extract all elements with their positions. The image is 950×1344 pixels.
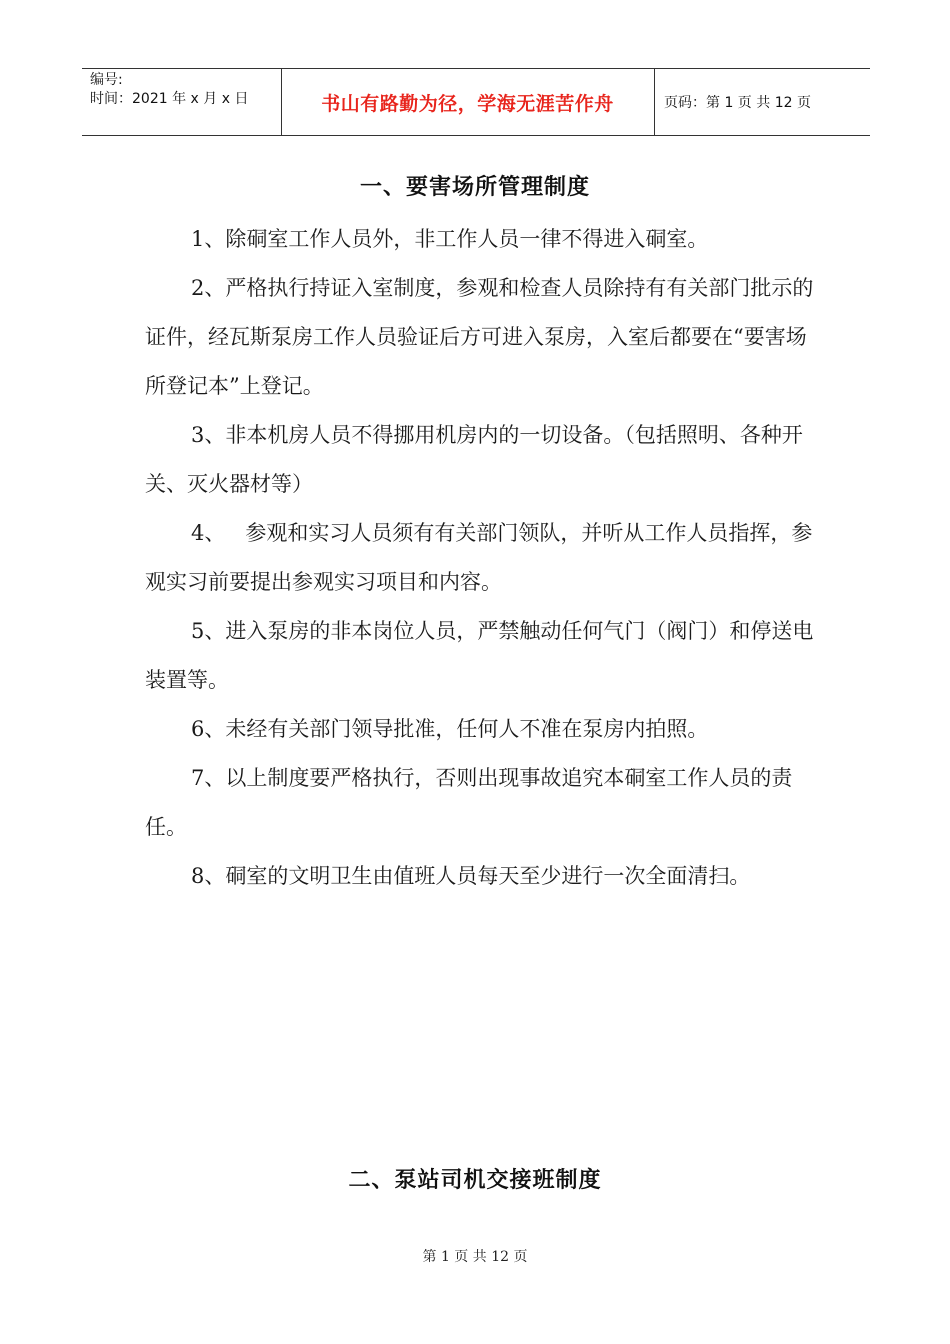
header-divider (654, 69, 655, 135)
header-meta (90, 71, 248, 109)
rule-paragraph: 1、除硐室工作人员外，非工作人员一律不得进入硐室。 (191, 227, 709, 251)
header-motto: 书山有路勤为径，学海无涯苦作舟 (321, 92, 614, 115)
rule-paragraph: 3、非本机房人员不得挪用机房内的一切设备。（包括照明、各种开关、灭火器材等） (145, 423, 803, 496)
rule-paragraph: 4、 参观和实习人员须有有关部门领队，并听从工作人员指挥，参观实习前要提出参观实习项目和内容。 (145, 521, 813, 594)
rule-paragraph: 2、严格执行持证入室制度，参观和检查人员除持有有关部门批示的证件，经瓦斯泵房工作人员验证后方可进入泵房，入室后都要在“要害场所登记本”上登记。 (145, 276, 814, 398)
section-title: 一、要害场所管理制度 (359, 175, 590, 200)
document-header (82, 68, 870, 136)
header-page-info: 页码：第 1 页 共 12 页 (664, 95, 811, 111)
rule-paragraph: 8、硐室的文明卫生由值班人员每天至少进行一次全面清扫。 (191, 864, 751, 888)
rule-paragraph: 5、进入泵房的非本岗位人员，严禁触动任何气门（阀门）和停送电装置等。 (145, 619, 814, 692)
rule-paragraph: 7、以上制度要严格执行，否则出现事故追究本硐室工作人员的责任。 (145, 766, 793, 839)
document-date-label: 时间：2021 年 x 月 x 日 (90, 91, 249, 107)
page-footer: 第 1 页 共 12 页 (422, 1249, 528, 1265)
document-number-label: 编号: (90, 72, 123, 88)
section-title: 二、泵站司机交接班制度 (348, 1168, 602, 1193)
rule-paragraph: 6、未经有关部门领导批准，任何人不准在泵房内拍照。 (191, 717, 709, 741)
